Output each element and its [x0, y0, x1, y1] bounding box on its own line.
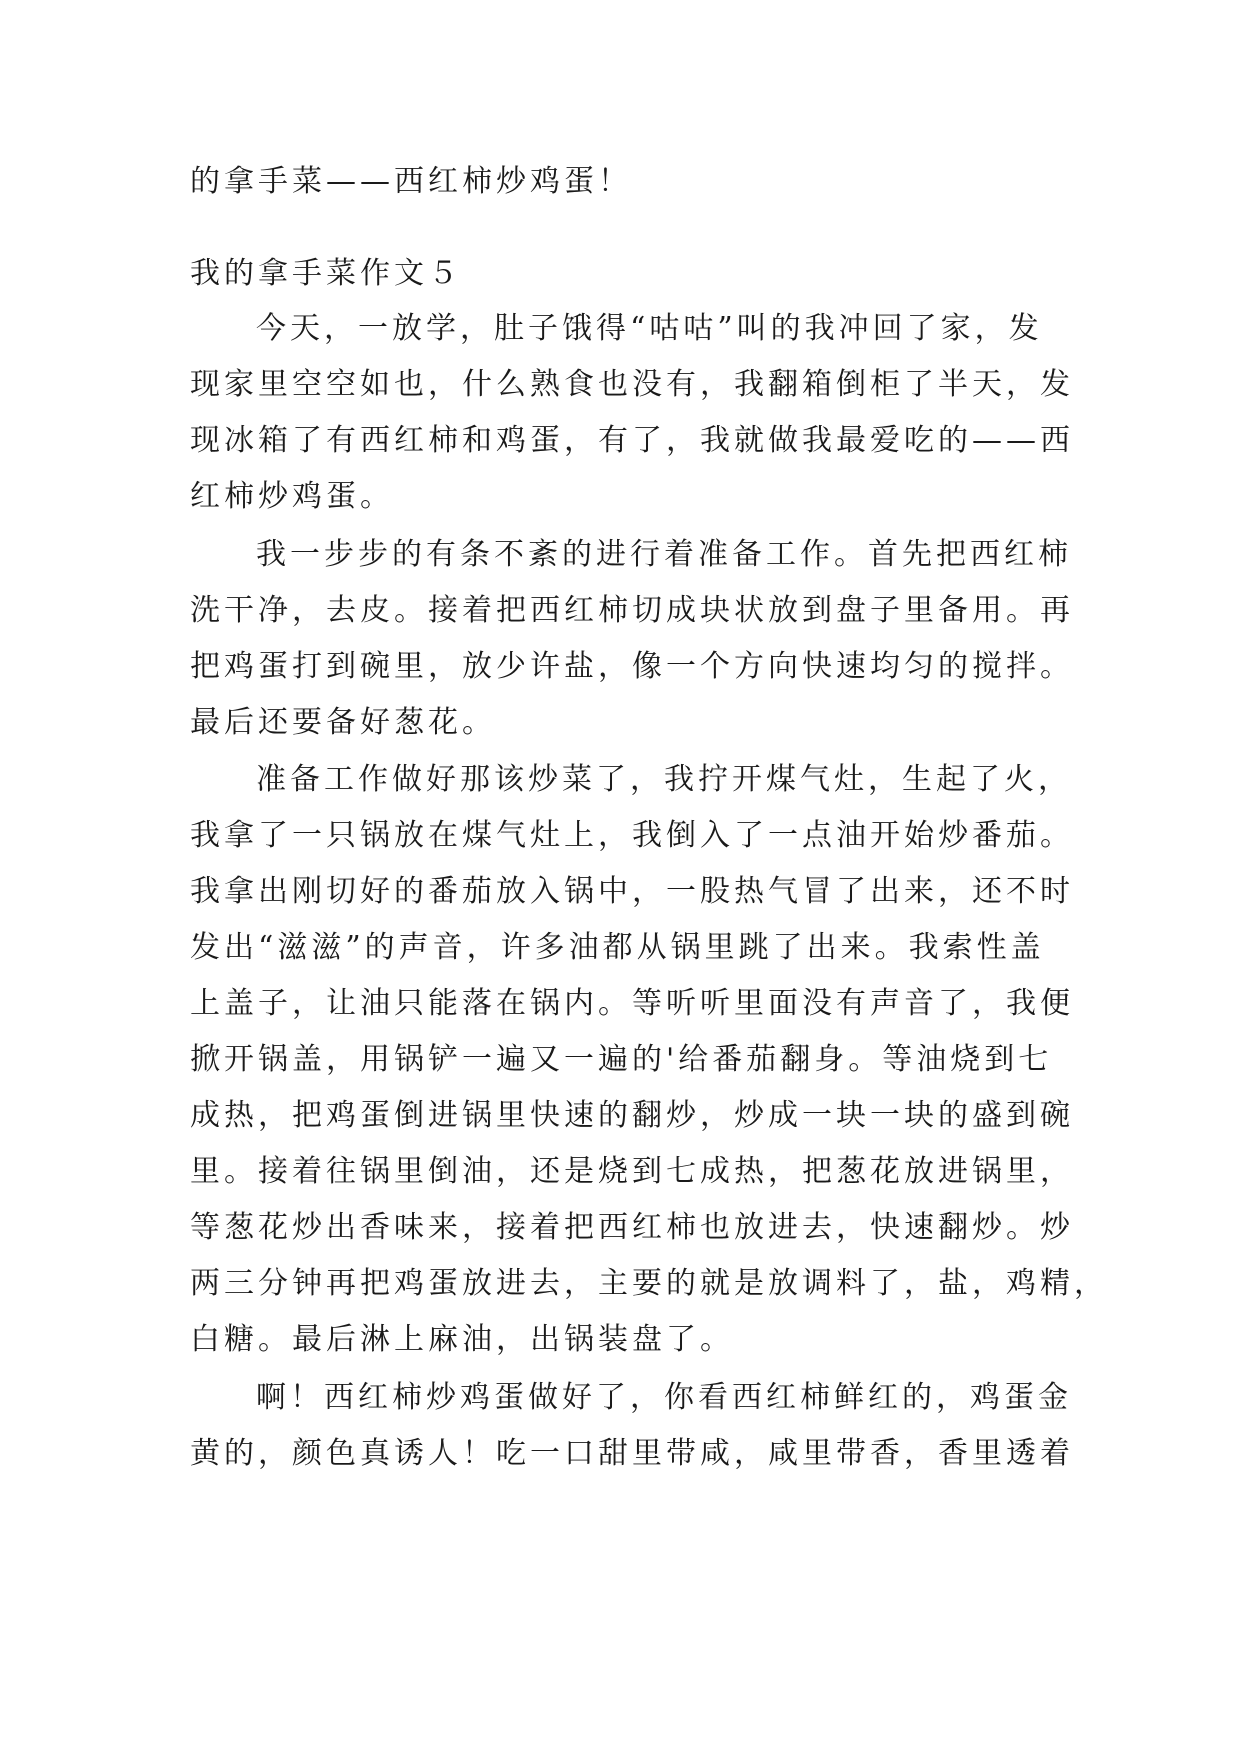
paragraph-2-line-4: 最后还要备好葱花。 [190, 705, 496, 740]
paragraph-3-line-7: 成热，把鸡蛋倒进锅里快速的翻炒，炒成一块一块的盛到碗 [190, 1098, 1074, 1133]
paragraph-3-line-1: 准备工作做好那该炒菜了，我拧开煤气灶，生起了火， [256, 762, 1072, 797]
paragraph-3-line-4: 发出“滋滋”的声音，许多油都从锅里跳了出来。我索性盖 [190, 930, 1045, 965]
paragraph-1-line-2: 现家里空空如也，什么熟食也没有，我翻箱倒柜了半天，发 [190, 367, 1074, 402]
section-title: 我的拿手菜作文５ [190, 256, 462, 291]
paragraph-3-line-5: 上盖子，让油只能落在锅内。等听听里面没有声音了，我便 [190, 986, 1074, 1021]
paragraph-2-line-2: 洗干净，去皮。接着把西红柿切成块状放到盘子里备用。再 [190, 593, 1074, 628]
paragraph-3-line-2: 我拿了一只锅放在煤气灶上，我倒入了一点油开始炒番茄。 [190, 818, 1074, 853]
paragraph-3-line-6: 掀开锅盖，用锅铲一遍又一遍的'给番茄翻身。等油烧到七 [190, 1042, 1053, 1077]
paragraph-3-line-11: 白糖。最后淋上麻油，出锅装盘了。 [190, 1322, 734, 1357]
paragraph-2-line-3: 把鸡蛋打到碗里，放少许盐，像一个方向快速均匀的搅拌。 [190, 649, 1074, 684]
paragraph-4-line-1: 啊！西红柿炒鸡蛋做好了，你看西红柿鲜红的，鸡蛋金 [256, 1380, 1072, 1415]
paragraph-3-line-3: 我拿出刚切好的番茄放入锅中，一股热气冒了出来，还不时 [190, 874, 1074, 909]
paragraph-3-line-8: 里。接着往锅里倒油，还是烧到七成热，把葱花放进锅里， [190, 1154, 1074, 1189]
paragraph-1-line-4: 红柿炒鸡蛋。 [190, 479, 394, 514]
paragraph-1-line-3: 现冰箱了有西红柿和鸡蛋，有了，我就做我最爱吃的——西 [190, 423, 1074, 458]
paragraph-1-line-1: 今天，一放学，肚子饿得“咕咕”叫的我冲回了家，发 [256, 311, 1043, 346]
paragraph-3-line-9: 等葱花炒出香味来，接着把西红柿也放进去，快速翻炒。炒 [190, 1210, 1074, 1245]
paragraph-4-line-2: 黄的，颜色真诱人！吃一口甜里带咸，咸里带香，香里透着 [190, 1436, 1074, 1471]
intro-tail-line: 的拿手菜——西红柿炒鸡蛋！ [190, 164, 632, 199]
paragraph-3-line-10: 两三分钟再把鸡蛋放进去，主要的就是放调料了，盐，鸡精， [190, 1266, 1108, 1301]
paragraph-2-line-1: 我一步步的有条不紊的进行着准备工作。首先把西红柿 [256, 537, 1072, 572]
